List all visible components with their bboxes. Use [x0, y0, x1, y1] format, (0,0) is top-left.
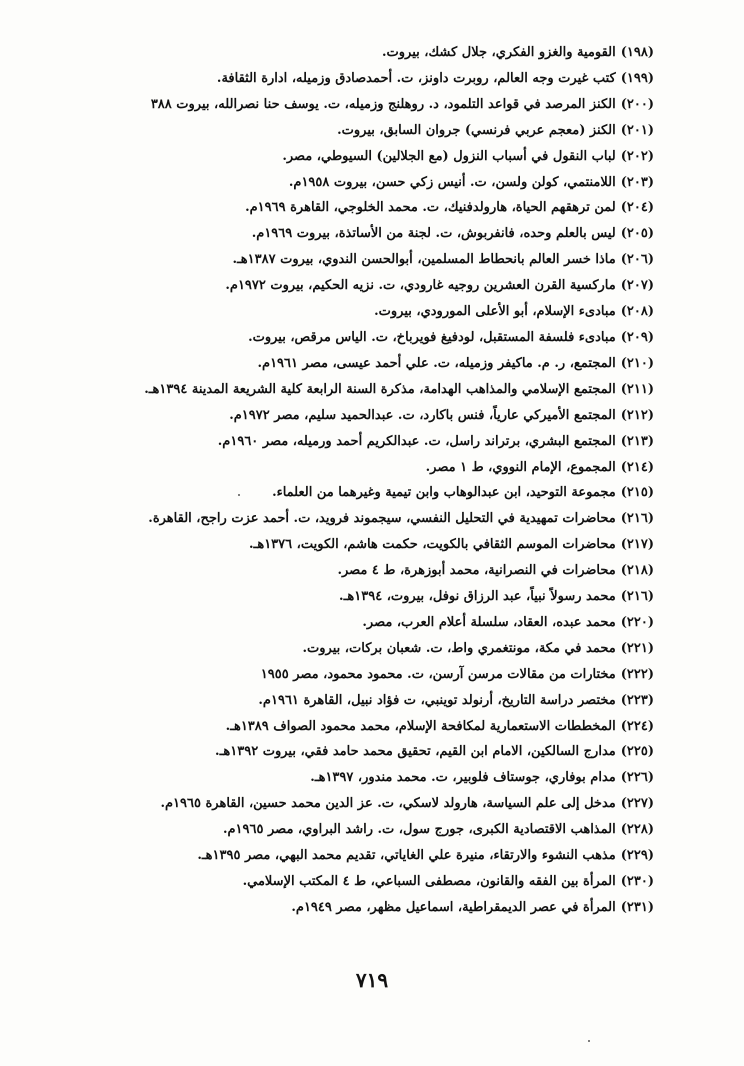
entry-number: (٢١٢) [620, 407, 654, 423]
bibliography-entry [34, 480, 654, 506]
bibliography-entry [34, 610, 654, 636]
entry-number: (٢١٤) [620, 459, 654, 475]
bibliography-entry [34, 403, 654, 429]
entry-text: محمد في مكة، مونتغمري واط، ت. شعبان بركات، بيروت. [302, 640, 616, 656]
entry-text: المجتمع، ر. م. ماكيفر وزميله، ت. علي أحمد عيسى، مصر ١٩٦١م. [257, 355, 616, 371]
entry-text: محمد رسولاً نبياً، عبد الرزاق نوفل، بيروت، ١٣٩٤هـ. [339, 589, 616, 605]
bibliography-entry [34, 66, 654, 92]
bibliography-entry [34, 636, 654, 662]
entry-number: (٢٣١) [620, 899, 654, 915]
entry-text: لباب النقول في أسباب النزول (مع الجلالين) السيوطي، مصر. [282, 148, 616, 164]
entry-number: (١٩٨) [620, 45, 654, 60]
entry-text: لمن ترهقهم الحياة، هارولدفنيك، ت. محمد الخلوجي، القاهرة ١٩٦٩م. [245, 200, 616, 216]
bibliography-entry [34, 40, 654, 66]
entry-number: (٢٠٤) [620, 200, 654, 216]
entry-number: (٢١٠) [620, 355, 654, 371]
page-number: ٧١٩ [355, 968, 389, 992]
entry-text: مدام بوفاري، جوستاف فلوبير، ت. محمد مندور، ١٣٩٧هـ. [310, 770, 616, 786]
entry-text: مجموعة التوحيد، ابن عبدالوهاب وابن تيمية وغيرهما من العلماء. [272, 485, 616, 501]
bibliography-entry [34, 92, 654, 118]
scan-speck [238, 494, 240, 496]
entry-number: (٢١٦) [620, 589, 654, 605]
entry-text: محاضرات تمهيدية في التحليل النفسي، سيجموند فرويد، ت. أحمد عزت راجح، القاهرة. [148, 511, 616, 527]
bibliography-entry [34, 170, 654, 196]
scan-speck [588, 1040, 590, 1042]
entry-number: (٢٠٠) [620, 96, 654, 112]
entry-number: (٢٢٢) [620, 666, 654, 682]
bibliography-entry [34, 791, 654, 817]
entry-text: المرأة بين الفقه والقانون، مصطفى السباعي، ط ٤ المكتب الإسلامي. [242, 874, 616, 889]
bibliography-entry [34, 221, 654, 247]
bibliography-entry [34, 351, 654, 377]
bibliography-entry [34, 895, 654, 921]
entry-number: (٢٠٦) [620, 252, 654, 268]
entry-text: المرأة في عصر الديمقراطية، اسماعيل مظهر، مصر ١٩٤٩م. [291, 899, 616, 915]
entry-text: مدخل إلى علم السياسة، هارولد لاسكي، ت. عز الدين محمد حسين، القاهرة ١٩٦٥م. [160, 796, 616, 812]
entry-number: (٢١٧) [620, 537, 654, 553]
entry-text: ماذا خسر العالم بانحطاط المسلمين، أبوالحسن الندوي، بيروت ١٣٨٧هـ. [232, 252, 616, 268]
entry-number: (٢٠٣) [620, 174, 654, 190]
entry-number: (٢٢٣) [620, 692, 654, 708]
bibliography-entry [34, 765, 654, 791]
entry-number: (٢٠٥) [620, 226, 654, 242]
entry-number: (٢١٣) [620, 433, 654, 449]
entry-text: مدارج السالكين، الامام ابن القيم، تحقيق محمد حامد فقي، بيروت ١٣٩٢هـ. [215, 744, 616, 760]
bibliography-entry [34, 118, 654, 144]
entry-text: المجتمع البشري، برتراند راسل، ت. عبدالكريم أحمد ورميله، مصر ١٩٦٠م. [217, 433, 616, 449]
bibliography-entry [34, 869, 654, 895]
entry-text: المذاهب الاقتصادية الكبرى، جورج سول، ت. راشد البراوي، مصر ١٩٦٥م. [222, 822, 616, 838]
entry-text: الكنز المرصد في قواعد التلمود، د. روهلنج وزميله، ت. يوسف حنا نصرالله، بيروت ٣٨٨ [150, 96, 616, 112]
bibliography-entry [34, 429, 654, 455]
bibliography-entry [34, 325, 654, 351]
entry-text: مختصر دراسة التاريخ، أرنولد توينبي، ت فؤاد نبيل، القاهرة ١٩٦١م. [258, 692, 616, 708]
bibliography-entry [34, 195, 654, 221]
bibliography-entry [34, 843, 654, 869]
entry-number: (٢٢٠) [620, 614, 654, 630]
entry-number: (٢١٨) [620, 563, 654, 579]
bibliography-entry [34, 688, 654, 714]
bibliography-entry [34, 247, 654, 273]
entry-number: (٢٠٩) [620, 329, 654, 345]
bibliography-entry [34, 506, 654, 532]
entry-text: اللامنتمي، كولن ولسن، ت. أنيس زكي حسن، بيروت ١٩٥٨م. [288, 174, 616, 190]
entry-text: المجتمع الأميركي عارياً، فنس باكارد، ت. عبدالحميد سليم، مصر ١٩٧٢م. [229, 407, 616, 423]
entry-number: (٢١٦) [620, 511, 654, 527]
entry-number: (٢٢٨) [620, 822, 654, 838]
entry-text: ماركسية القرن العشرين روجيه غارودي، ت. نزيه الحكيم، بيروت ١٩٧٢م. [225, 278, 616, 294]
bibliography-entry [34, 714, 654, 740]
bibliography-entry [34, 584, 654, 610]
entry-text: مبادىء فلسفة المستقبل، لودفيغ فويرباخ، ت. الياس مرقص، بيروت. [248, 329, 616, 345]
entry-number: (٢٢٩) [620, 848, 654, 864]
entry-number: (٢٠٢) [620, 148, 654, 164]
entry-text: كتب غيرت وجه العالم، روبرت داونز، ت. أحمدصادق وزميله، ادارة الثقافة. [216, 70, 616, 86]
entry-text: مختارات من مقالات مرسن آرسن، ت. محمود محمود، مصر ١٩٥٥ [260, 666, 616, 682]
entry-text: المخططات الاستعمارية لمكافحة الإسلام، محمد محمود الصواف ١٣٨٩هـ. [225, 718, 616, 734]
bibliography-entry [34, 532, 654, 558]
entry-number: (٢٠١) [620, 122, 654, 138]
entry-number: (٢٠٨) [620, 304, 654, 320]
entry-number: (٢٠٧) [620, 278, 654, 294]
bibliography-entry [34, 299, 654, 325]
entry-text: الكنز (معجم عربي فرنسي) جروان السابق، بيروت. [337, 122, 616, 138]
entry-text: ليس بالعلم وحده، فانفربوش، ت. لجنة من الأساتذة، بيروت ١٩٦٩م. [251, 226, 616, 242]
bibliography-entry [34, 739, 654, 765]
entry-number: (٢٣٠) [620, 874, 654, 889]
bibliography-entry [34, 817, 654, 843]
bibliography-entry [34, 144, 654, 170]
entry-text: المجتمع الإسلامي والمذاهب الهدامة، مذكرة السنة الرابعة كلية الشريعة المدينة ١٣٩٤هـ. [144, 381, 616, 397]
entry-text: مبادىء الإسلام، أبو الأعلى المورودي، بيروت. [374, 304, 616, 320]
entry-text: مذهب النشوء والارتقاء، منيرة علي الغاياتي، تقديم محمد البهي، مصر ١٣٩٥هـ. [197, 848, 616, 864]
entry-number: (٢٢٥) [620, 744, 654, 760]
bibliography-entry [34, 662, 654, 688]
bibliography-entry [34, 377, 654, 403]
entry-text: محاضرات في النصرانية، محمد أبوزهرة، ط ٤ مصر. [337, 563, 616, 579]
entry-text: المجموع، الإمام النووي، ط ١ مصر. [425, 459, 616, 475]
entry-number: (٢٢٦) [620, 770, 654, 786]
bibliography-list [34, 40, 654, 921]
entry-number: (٢١٥) [620, 485, 654, 501]
bibliography-entry [34, 273, 654, 299]
entry-number: (٢٢٧) [620, 796, 654, 812]
entry-number: (١٩٩) [620, 70, 654, 86]
entry-number: (٢٢١) [620, 640, 654, 656]
entry-text: محاضرات الموسم الثقافي بالكويت، حكمت هاشم، الكويت، ١٣٧٦هـ. [248, 537, 616, 553]
entry-text: القومية والغزو الفكري، جلال كشك، بيروت. [382, 45, 616, 60]
bibliography-entry [34, 455, 654, 481]
bibliography-entry [34, 558, 654, 584]
entry-number: (٢٢٤) [620, 718, 654, 734]
entry-text: محمد عبده، العقاد، سلسلة أعلام العرب، مصر. [362, 614, 616, 630]
entry-number: (٢١١) [620, 381, 654, 397]
